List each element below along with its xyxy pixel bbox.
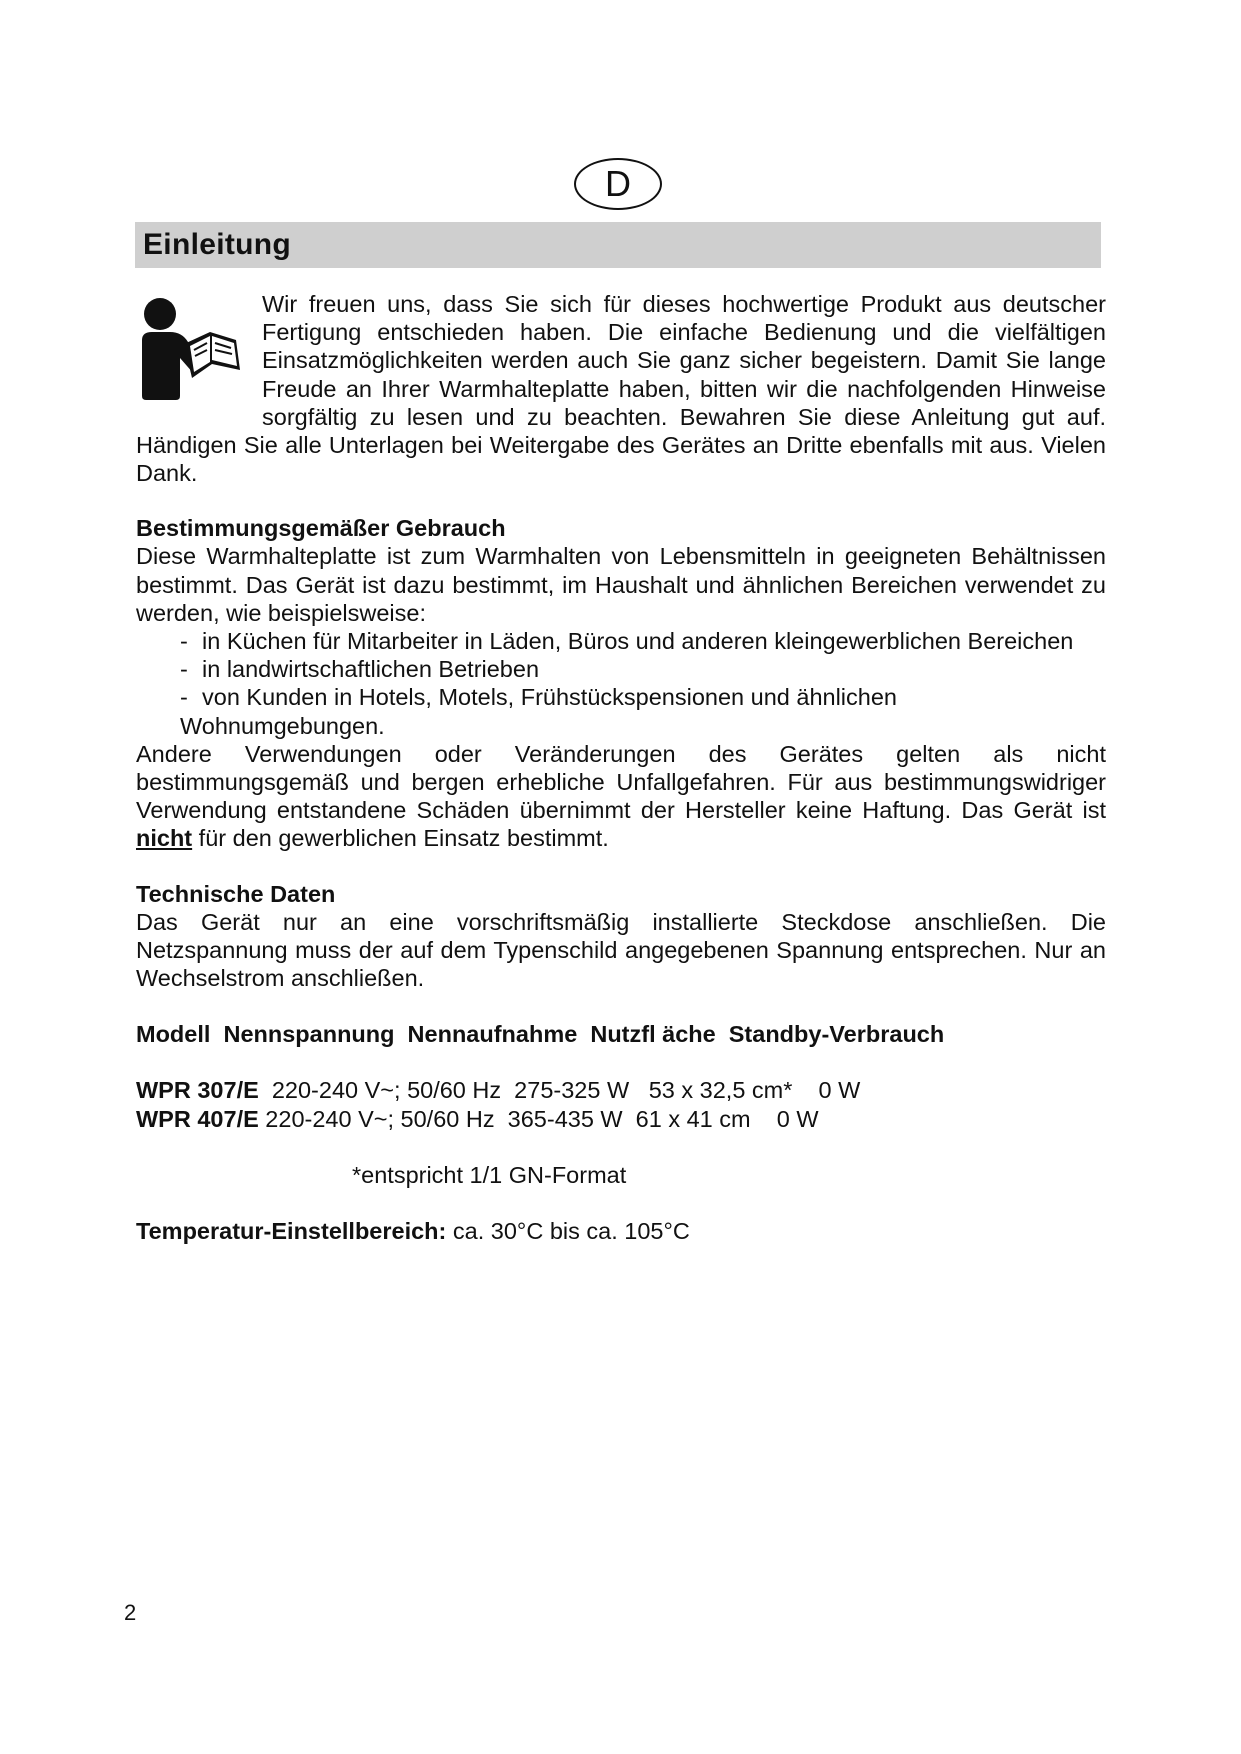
usage-heading: Bestimmungsgemäßer Gebrauch [136, 515, 506, 542]
usage-section [136, 514, 1106, 852]
list-item: - von Kunden in Hotels, Motels, Frühstückspensionen und ähnlichen Wohnumgebungen. [180, 684, 897, 739]
usage-intro: Diese Warmhalteplatte ist zum Warmhalten von Lebensmitteln in geeigneten Behältnissen bestimmt. Das Gerät ist dazu bestimmt, im Haushalt und ähnlichen Bereichen verwendet zu werden, wie beispielsweise: [136, 543, 1106, 626]
reading-person-icon [136, 296, 248, 404]
document-body [136, 290, 1106, 1245]
list-item: - in landwirtschaftlichen Betrieben [180, 656, 540, 683]
temperature-value: ca. 30°C bis ca. 105°C [446, 1218, 690, 1245]
model-specs: 220-240 V~; 50/60 Hz 365-435 W 61 x 41 cm 0 W [258, 1105, 819, 1132]
model-name: WPR 307/E [136, 1077, 259, 1104]
usage-warning: Andere Verwendungen oder Veränderungen des Gerätes gelten als nicht bestimmungsgemäß und bergen erhebliche Unfallgefahren. Für aus bestimmungswidriger Verwendung entstandene Schäden übernimmt der Hersteller keine Haftung. Das Gerät ist nicht für den gewerblichen Einsatz bestimmt. [136, 740, 1106, 852]
language-badge [574, 158, 662, 210]
technical-text: Das Gerät nur an eine vorschriftsmäßig installierte Steckdose anschließen. Die Netzspannung muss der auf dem Typenschild angegebenen Spannung entsprechen. Nur an Wechselstrom anschließen. [136, 908, 1106, 992]
temperature-range [136, 1217, 1106, 1245]
section-title: Einleitung [143, 228, 291, 261]
spec-footnote: *entspricht 1/1 GN-Format [352, 1161, 627, 1188]
table-row [136, 1105, 1106, 1133]
technical-heading: Technische Daten [136, 880, 336, 907]
model-specs: 220-240 V~; 50/60 Hz 275-325 W 53 x 32,5 cm* 0 W [258, 1077, 861, 1104]
language-badge-label: D [605, 163, 631, 204]
model-name: WPR 407/E [136, 1105, 259, 1132]
temperature-label: Temperatur-Einstellbereich: [136, 1218, 447, 1245]
intro-text: Wir freuen uns, dass Sie sich für dieses hochwertige Produkt aus deutscher Fertigung entschieden haben. Die einfache Bedienung und die vielfältigen Einsatzmöglichkeiten werden auch Sie ganz sicher begeistern. Damit Sie lange Freude an Ihrer Warmhalteplatte haben, bitten wir die nachfolgenden Hinweise sorgfältig zu lesen und zu beachten. Bewahren Sie diese Anleitung gut auf. Händigen Sie alle Unterlagen bei Weitergabe des Gerätes an Dritte ebenfalls mit aus. Vielen Dank. [136, 291, 1106, 487]
technical-section [136, 880, 1106, 1246]
list-item: - in Küchen für Mitarbeiter in Läden, Büros und anderen kleingewerblichen Bereichen [180, 628, 1074, 655]
usage-list [136, 627, 1106, 740]
spec-table [136, 1076, 1106, 1132]
section-header [135, 222, 1101, 268]
page-number: 2 [124, 1600, 137, 1625]
table-row [136, 1076, 1106, 1104]
spec-table-header: Modell Nennspannung Nennaufnahme Nutzfl äche Standby-Verbrauch [136, 1021, 945, 1048]
intro-block [136, 290, 1106, 487]
emphasis-not: nicht [136, 825, 193, 852]
